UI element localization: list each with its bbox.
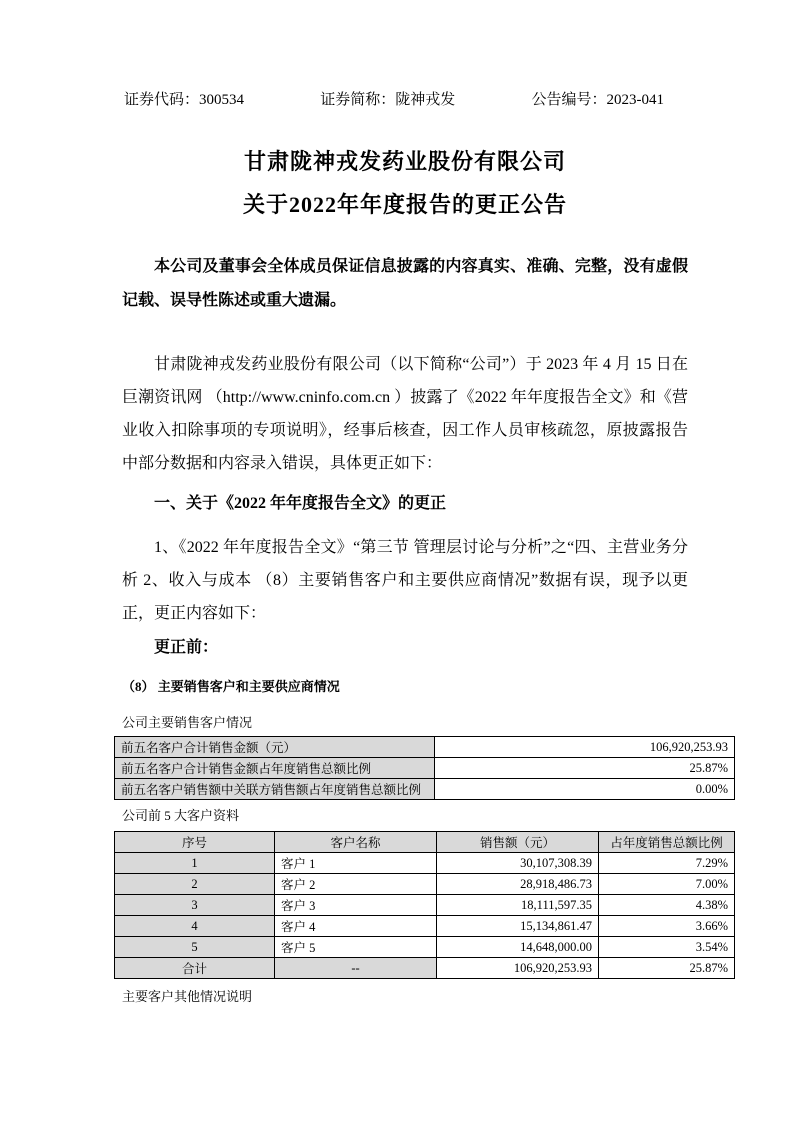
table-row xyxy=(115,937,735,958)
table-header-row xyxy=(115,832,735,853)
before-correction-label: 更正前： xyxy=(154,639,219,656)
column-header-seq: 序号 xyxy=(115,832,275,853)
cell-seq: 4 xyxy=(115,916,275,937)
table-row xyxy=(115,779,735,800)
cell-total-amount: 106,920,253.93 xyxy=(437,958,599,979)
cell-sales-amount: 18,111,597.35 xyxy=(437,895,599,916)
summary-row-value: 106,920,253.93 xyxy=(435,737,735,758)
cell-customer-name: 客户 1 xyxy=(275,853,437,874)
title-subject: 关于2022年年度报告的更正公告 xyxy=(242,192,567,217)
other-customer-note: 主要客户其他情况说明 xyxy=(122,989,253,1004)
table-total-row xyxy=(115,958,735,979)
cell-seq: 1 xyxy=(115,853,275,874)
cell-customer-name: 客户 3 xyxy=(275,895,437,916)
summary-row-label: 前五名客户合计销售金额（元） xyxy=(115,737,435,758)
summary-row-value: 25.87% xyxy=(435,758,735,779)
document-title xyxy=(122,140,688,226)
announcement-number: 公告编号：2023-041 xyxy=(531,92,664,108)
cell-sales-amount: 15,134,861.47 xyxy=(437,916,599,937)
cell-sales-amount: 28,918,486.73 xyxy=(437,874,599,895)
customers-table-caption: 公司前 5 大客户资料 xyxy=(122,808,240,823)
summary-row-label: 前五名客户合计销售金额占年度销售总额比例 xyxy=(115,758,435,779)
cell-customer-name: 客户 4 xyxy=(275,916,437,937)
document-header xyxy=(124,90,664,110)
table-row xyxy=(115,895,735,916)
cell-total-pct: 25.87% xyxy=(599,958,735,979)
column-header-amount: 销售额（元） xyxy=(437,832,599,853)
stock-short-name: 证券简称：陇神戎发 xyxy=(320,92,456,108)
table-row xyxy=(115,737,735,758)
title-company-name: 甘肃陇神戎发药业股份有限公司 xyxy=(243,149,566,174)
cell-sales-pct: 4.38% xyxy=(599,895,735,916)
top5-customers-summary-table xyxy=(114,736,735,800)
cell-sales-amount: 30,107,308.39 xyxy=(437,853,599,874)
board-declaration: 本公司及董事会全体成员保证信息披露的内容真实、准确、完整，没有虚假记载、误导性陈述或重大遗漏。 xyxy=(122,258,688,309)
cell-sales-pct: 3.54% xyxy=(599,937,735,958)
table-row xyxy=(115,853,735,874)
stock-code: 证券代码：300534 xyxy=(124,92,245,108)
summary-row-label: 前五名客户销售额中关联方销售额占年度销售总额比例 xyxy=(115,779,435,800)
subsection-heading: （8） 主要销售客户和主要供应商情况 xyxy=(122,679,340,694)
table-row xyxy=(115,758,735,779)
cell-sales-amount: 14,648,000.00 xyxy=(437,937,599,958)
cell-customer-name: 客户 2 xyxy=(275,874,437,895)
column-header-name: 客户名称 xyxy=(275,832,437,853)
cell-customer-name: 客户 5 xyxy=(275,937,437,958)
cell-total-name: -- xyxy=(275,958,437,979)
section1-paragraph: 1、《2022 年年度报告全文》“第三节 管理层讨论与分析”之“四、主营业务分析 2、收入与成本 （8）主要销售客户和主要供应商情况”数据有误，现予以更正，更正内容如下： xyxy=(122,539,688,622)
intro-paragraph: 甘肃陇神戎发药业股份有限公司（以下简称“公司”）于 2023 年 4 月 15 日在巨潮资讯网 （http://www.cninfo.com.cn ）披露了《2022 年年度报告全文》和《营业收入扣除事项的专项说明》，经事后核查，因工作人员审核疏忽，原披露报告中部分数据和内容录入错误，具体更正如下： xyxy=(122,356,688,472)
cell-sales-pct: 7.00% xyxy=(599,874,735,895)
cell-sales-pct: 7.29% xyxy=(599,853,735,874)
section1-heading: 一、关于《2022 年年度报告全文》的更正 xyxy=(154,495,447,512)
cell-total-label: 合计 xyxy=(115,958,275,979)
summary-row-value: 0.00% xyxy=(435,779,735,800)
cell-seq: 2 xyxy=(115,874,275,895)
cell-seq: 5 xyxy=(115,937,275,958)
summary-table-caption: 公司主要销售客户情况 xyxy=(122,715,253,730)
table-row xyxy=(115,916,735,937)
column-header-pct: 占年度销售总额比例 xyxy=(599,832,735,853)
cell-seq: 3 xyxy=(115,895,275,916)
table-row xyxy=(115,874,735,895)
top5-customers-detail-table xyxy=(114,831,735,979)
cell-sales-pct: 3.66% xyxy=(599,916,735,937)
